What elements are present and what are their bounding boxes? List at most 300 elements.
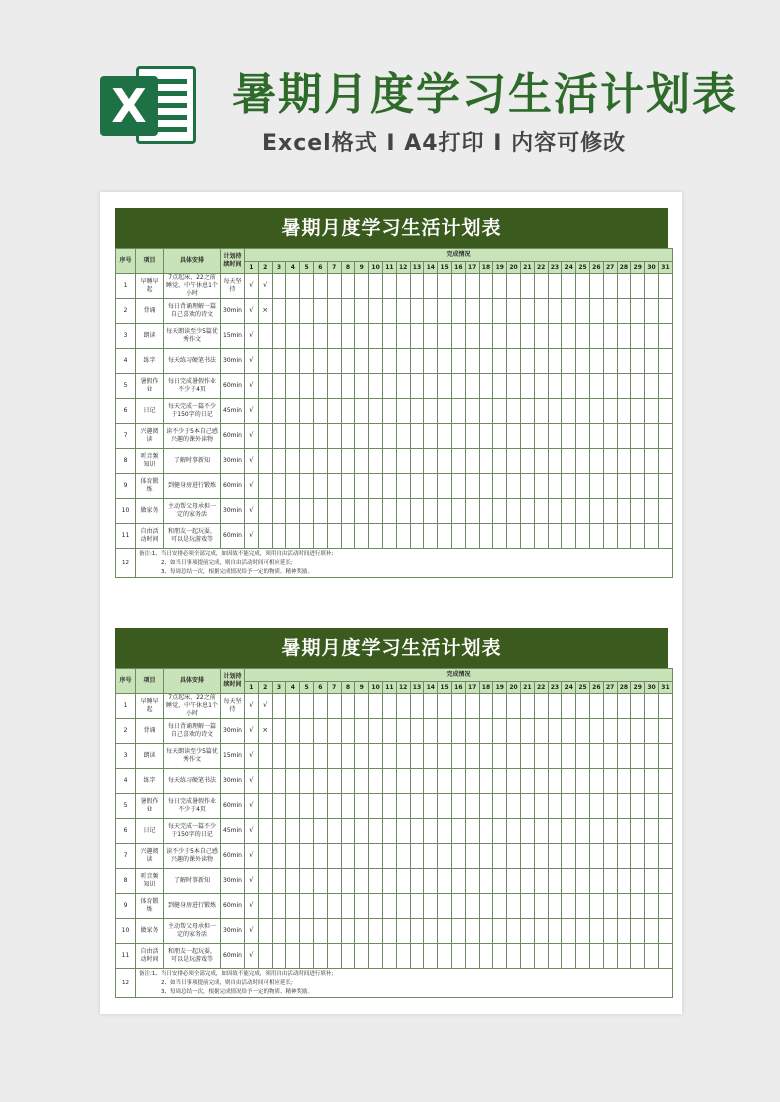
day-cell[interactable] <box>548 274 562 299</box>
day-cell[interactable] <box>658 794 672 819</box>
day-cell[interactable]: √ <box>245 474 259 499</box>
day-cell[interactable] <box>631 449 645 474</box>
day-cell[interactable] <box>327 844 341 869</box>
day-cell[interactable] <box>438 919 452 944</box>
day-cell[interactable] <box>589 349 603 374</box>
day-cell[interactable] <box>438 399 452 424</box>
day-cell[interactable] <box>658 474 672 499</box>
day-cell[interactable] <box>327 869 341 894</box>
day-cell[interactable] <box>645 819 659 844</box>
day-cell[interactable] <box>507 349 521 374</box>
day-cell[interactable] <box>258 794 272 819</box>
day-cell[interactable] <box>327 424 341 449</box>
day-cell[interactable] <box>534 474 548 499</box>
day-cell[interactable]: √ <box>245 399 259 424</box>
day-cell[interactable] <box>645 274 659 299</box>
day-cell[interactable] <box>355 944 369 969</box>
day-cell[interactable] <box>341 324 355 349</box>
day-cell[interactable]: √ <box>245 299 259 324</box>
day-cell[interactable] <box>300 449 314 474</box>
day-cell[interactable] <box>286 869 300 894</box>
day-cell[interactable] <box>313 919 327 944</box>
day-cell[interactable] <box>272 894 286 919</box>
day-cell[interactable] <box>465 719 479 744</box>
day-cell[interactable] <box>313 474 327 499</box>
day-cell[interactable] <box>465 274 479 299</box>
day-cell[interactable] <box>576 274 590 299</box>
day-cell[interactable] <box>576 299 590 324</box>
day-cell[interactable] <box>451 474 465 499</box>
day-cell[interactable] <box>658 869 672 894</box>
day-cell[interactable] <box>341 919 355 944</box>
day-cell[interactable] <box>258 349 272 374</box>
day-cell[interactable]: × <box>258 719 272 744</box>
day-cell[interactable] <box>355 324 369 349</box>
day-cell[interactable] <box>410 374 424 399</box>
day-cell[interactable] <box>258 744 272 769</box>
day-cell[interactable] <box>493 894 507 919</box>
day-cell[interactable] <box>300 499 314 524</box>
day-cell[interactable] <box>272 819 286 844</box>
day-cell[interactable] <box>438 744 452 769</box>
day-cell[interactable] <box>493 919 507 944</box>
day-cell[interactable] <box>286 374 300 399</box>
day-cell[interactable] <box>355 424 369 449</box>
day-cell[interactable] <box>438 769 452 794</box>
day-cell[interactable] <box>300 299 314 324</box>
day-cell[interactable] <box>507 769 521 794</box>
day-cell[interactable] <box>369 719 383 744</box>
day-cell[interactable] <box>534 769 548 794</box>
day-cell[interactable] <box>465 324 479 349</box>
day-cell[interactable] <box>589 744 603 769</box>
day-cell[interactable] <box>631 324 645 349</box>
day-cell[interactable] <box>576 744 590 769</box>
day-cell[interactable] <box>369 894 383 919</box>
day-cell[interactable] <box>258 374 272 399</box>
day-cell[interactable] <box>410 499 424 524</box>
day-cell[interactable] <box>410 424 424 449</box>
day-cell[interactable] <box>479 694 493 719</box>
day-cell[interactable] <box>576 399 590 424</box>
day-cell[interactable] <box>589 694 603 719</box>
day-cell[interactable] <box>493 844 507 869</box>
day-cell[interactable] <box>507 894 521 919</box>
day-cell[interactable] <box>562 349 576 374</box>
day-cell[interactable] <box>424 399 438 424</box>
day-cell[interactable] <box>562 919 576 944</box>
day-cell[interactable] <box>272 844 286 869</box>
day-cell[interactable] <box>258 844 272 869</box>
day-cell[interactable] <box>300 274 314 299</box>
day-cell[interactable] <box>355 844 369 869</box>
day-cell[interactable]: × <box>258 299 272 324</box>
day-cell[interactable] <box>465 869 479 894</box>
day-cell[interactable] <box>313 844 327 869</box>
day-cell[interactable] <box>534 819 548 844</box>
day-cell[interactable] <box>562 299 576 324</box>
day-cell[interactable] <box>355 919 369 944</box>
day-cell[interactable] <box>534 844 548 869</box>
day-cell[interactable] <box>631 944 645 969</box>
day-cell[interactable] <box>355 374 369 399</box>
day-cell[interactable] <box>645 719 659 744</box>
day-cell[interactable] <box>631 424 645 449</box>
day-cell[interactable] <box>382 944 396 969</box>
day-cell[interactable] <box>313 944 327 969</box>
day-cell[interactable] <box>341 499 355 524</box>
day-cell[interactable] <box>507 794 521 819</box>
day-cell[interactable] <box>410 819 424 844</box>
day-cell[interactable] <box>272 299 286 324</box>
day-cell[interactable] <box>313 819 327 844</box>
day-cell[interactable] <box>534 719 548 744</box>
day-cell[interactable] <box>617 719 631 744</box>
day-cell[interactable] <box>313 449 327 474</box>
day-cell[interactable] <box>355 449 369 474</box>
day-cell[interactable] <box>451 424 465 449</box>
day-cell[interactable] <box>286 719 300 744</box>
day-cell[interactable] <box>327 324 341 349</box>
day-cell[interactable] <box>534 349 548 374</box>
day-cell[interactable] <box>589 499 603 524</box>
day-cell[interactable] <box>658 694 672 719</box>
day-cell[interactable] <box>286 524 300 549</box>
day-cell[interactable] <box>438 274 452 299</box>
day-cell[interactable] <box>451 399 465 424</box>
day-cell[interactable] <box>424 474 438 499</box>
day-cell[interactable] <box>396 499 410 524</box>
day-cell[interactable] <box>534 374 548 399</box>
day-cell[interactable] <box>258 474 272 499</box>
day-cell[interactable] <box>617 299 631 324</box>
day-cell[interactable] <box>562 769 576 794</box>
day-cell[interactable] <box>534 449 548 474</box>
day-cell[interactable] <box>603 299 617 324</box>
day-cell[interactable] <box>603 744 617 769</box>
day-cell[interactable] <box>603 374 617 399</box>
day-cell[interactable] <box>520 424 534 449</box>
day-cell[interactable] <box>548 694 562 719</box>
day-cell[interactable] <box>520 399 534 424</box>
day-cell[interactable] <box>382 299 396 324</box>
day-cell[interactable] <box>451 524 465 549</box>
day-cell[interactable] <box>465 474 479 499</box>
day-cell[interactable] <box>507 499 521 524</box>
day-cell[interactable] <box>576 324 590 349</box>
day-cell[interactable] <box>451 349 465 374</box>
day-cell[interactable] <box>396 349 410 374</box>
day-cell[interactable]: √ <box>245 374 259 399</box>
day-cell[interactable]: √ <box>245 919 259 944</box>
day-cell[interactable] <box>410 474 424 499</box>
day-cell[interactable] <box>438 844 452 869</box>
day-cell[interactable] <box>507 449 521 474</box>
day-cell[interactable] <box>341 744 355 769</box>
day-cell[interactable] <box>479 399 493 424</box>
day-cell[interactable] <box>355 794 369 819</box>
day-cell[interactable] <box>658 424 672 449</box>
day-cell[interactable] <box>272 794 286 819</box>
day-cell[interactable] <box>424 719 438 744</box>
day-cell[interactable] <box>658 274 672 299</box>
day-cell[interactable] <box>272 474 286 499</box>
day-cell[interactable] <box>576 349 590 374</box>
day-cell[interactable] <box>603 944 617 969</box>
day-cell[interactable]: √ <box>245 844 259 869</box>
day-cell[interactable] <box>645 299 659 324</box>
day-cell[interactable] <box>548 299 562 324</box>
day-cell[interactable] <box>451 499 465 524</box>
day-cell[interactable] <box>313 869 327 894</box>
day-cell[interactable] <box>631 349 645 374</box>
day-cell[interactable] <box>603 499 617 524</box>
day-cell[interactable]: √ <box>245 349 259 374</box>
day-cell[interactable] <box>258 944 272 969</box>
day-cell[interactable] <box>603 694 617 719</box>
day-cell[interactable] <box>341 374 355 399</box>
day-cell[interactable]: √ <box>245 744 259 769</box>
day-cell[interactable] <box>658 449 672 474</box>
day-cell[interactable] <box>396 374 410 399</box>
day-cell[interactable] <box>382 819 396 844</box>
day-cell[interactable] <box>617 499 631 524</box>
day-cell[interactable] <box>286 794 300 819</box>
day-cell[interactable] <box>493 524 507 549</box>
day-cell[interactable] <box>603 274 617 299</box>
day-cell[interactable] <box>313 374 327 399</box>
day-cell[interactable] <box>396 299 410 324</box>
day-cell[interactable] <box>341 299 355 324</box>
day-cell[interactable] <box>286 424 300 449</box>
day-cell[interactable] <box>493 374 507 399</box>
day-cell[interactable] <box>479 894 493 919</box>
day-cell[interactable] <box>369 399 383 424</box>
day-cell[interactable] <box>451 744 465 769</box>
day-cell[interactable] <box>465 744 479 769</box>
day-cell[interactable] <box>258 499 272 524</box>
day-cell[interactable] <box>576 769 590 794</box>
day-cell[interactable] <box>396 324 410 349</box>
day-cell[interactable] <box>327 474 341 499</box>
day-cell[interactable] <box>258 449 272 474</box>
day-cell[interactable] <box>534 869 548 894</box>
day-cell[interactable] <box>438 719 452 744</box>
day-cell[interactable] <box>424 819 438 844</box>
day-cell[interactable] <box>272 274 286 299</box>
day-cell[interactable] <box>548 894 562 919</box>
day-cell[interactable] <box>451 274 465 299</box>
day-cell[interactable] <box>617 324 631 349</box>
day-cell[interactable] <box>507 869 521 894</box>
day-cell[interactable] <box>258 819 272 844</box>
day-cell[interactable] <box>548 424 562 449</box>
day-cell[interactable] <box>493 424 507 449</box>
day-cell[interactable] <box>548 324 562 349</box>
day-cell[interactable] <box>631 894 645 919</box>
day-cell[interactable] <box>355 299 369 324</box>
day-cell[interactable] <box>603 449 617 474</box>
day-cell[interactable] <box>520 474 534 499</box>
day-cell[interactable] <box>424 744 438 769</box>
day-cell[interactable] <box>286 744 300 769</box>
day-cell[interactable] <box>341 474 355 499</box>
day-cell[interactable] <box>382 399 396 424</box>
day-cell[interactable] <box>396 424 410 449</box>
day-cell[interactable] <box>327 349 341 374</box>
day-cell[interactable] <box>507 719 521 744</box>
day-cell[interactable] <box>493 744 507 769</box>
day-cell[interactable] <box>327 769 341 794</box>
day-cell[interactable] <box>451 719 465 744</box>
day-cell[interactable] <box>300 744 314 769</box>
day-cell[interactable] <box>327 274 341 299</box>
day-cell[interactable] <box>576 524 590 549</box>
day-cell[interactable] <box>382 894 396 919</box>
day-cell[interactable] <box>272 374 286 399</box>
day-cell[interactable] <box>465 299 479 324</box>
day-cell[interactable] <box>576 869 590 894</box>
day-cell[interactable] <box>507 374 521 399</box>
day-cell[interactable] <box>341 794 355 819</box>
day-cell[interactable] <box>493 944 507 969</box>
day-cell[interactable] <box>562 844 576 869</box>
day-cell[interactable] <box>438 374 452 399</box>
day-cell[interactable] <box>451 374 465 399</box>
day-cell[interactable] <box>258 919 272 944</box>
day-cell[interactable] <box>438 349 452 374</box>
day-cell[interactable]: √ <box>245 424 259 449</box>
day-cell[interactable] <box>382 499 396 524</box>
day-cell[interactable] <box>438 794 452 819</box>
day-cell[interactable] <box>355 499 369 524</box>
day-cell[interactable] <box>520 374 534 399</box>
day-cell[interactable] <box>355 274 369 299</box>
day-cell[interactable] <box>369 424 383 449</box>
day-cell[interactable] <box>465 349 479 374</box>
day-cell[interactable] <box>313 719 327 744</box>
day-cell[interactable] <box>507 474 521 499</box>
day-cell[interactable] <box>645 399 659 424</box>
day-cell[interactable] <box>617 399 631 424</box>
day-cell[interactable] <box>520 694 534 719</box>
day-cell[interactable] <box>507 424 521 449</box>
day-cell[interactable] <box>589 919 603 944</box>
day-cell[interactable] <box>631 794 645 819</box>
day-cell[interactable] <box>631 274 645 299</box>
day-cell[interactable] <box>589 449 603 474</box>
day-cell[interactable] <box>493 399 507 424</box>
day-cell[interactable] <box>438 324 452 349</box>
day-cell[interactable] <box>382 449 396 474</box>
day-cell[interactable] <box>341 844 355 869</box>
day-cell[interactable] <box>479 424 493 449</box>
day-cell[interactable] <box>424 524 438 549</box>
day-cell[interactable] <box>548 349 562 374</box>
day-cell[interactable] <box>479 819 493 844</box>
day-cell[interactable] <box>451 794 465 819</box>
day-cell[interactable] <box>576 844 590 869</box>
day-cell[interactable] <box>603 524 617 549</box>
day-cell[interactable] <box>410 449 424 474</box>
day-cell[interactable] <box>438 869 452 894</box>
day-cell[interactable] <box>645 894 659 919</box>
day-cell[interactable] <box>645 844 659 869</box>
day-cell[interactable] <box>286 944 300 969</box>
day-cell[interactable] <box>396 844 410 869</box>
day-cell[interactable] <box>658 299 672 324</box>
day-cell[interactable] <box>341 694 355 719</box>
day-cell[interactable] <box>589 719 603 744</box>
day-cell[interactable] <box>576 919 590 944</box>
day-cell[interactable] <box>658 349 672 374</box>
day-cell[interactable] <box>562 869 576 894</box>
day-cell[interactable] <box>562 894 576 919</box>
day-cell[interactable] <box>300 819 314 844</box>
day-cell[interactable] <box>520 819 534 844</box>
day-cell[interactable] <box>369 524 383 549</box>
day-cell[interactable] <box>493 819 507 844</box>
day-cell[interactable] <box>479 944 493 969</box>
day-cell[interactable] <box>603 424 617 449</box>
day-cell[interactable] <box>465 399 479 424</box>
day-cell[interactable] <box>617 769 631 794</box>
day-cell[interactable] <box>479 524 493 549</box>
day-cell[interactable] <box>631 299 645 324</box>
day-cell[interactable] <box>534 744 548 769</box>
day-cell[interactable] <box>396 819 410 844</box>
day-cell[interactable] <box>300 919 314 944</box>
day-cell[interactable] <box>451 869 465 894</box>
day-cell[interactable] <box>631 769 645 794</box>
day-cell[interactable] <box>355 769 369 794</box>
day-cell[interactable] <box>576 794 590 819</box>
day-cell[interactable] <box>382 474 396 499</box>
day-cell[interactable] <box>479 794 493 819</box>
day-cell[interactable] <box>589 274 603 299</box>
day-cell[interactable] <box>410 794 424 819</box>
day-cell[interactable] <box>313 274 327 299</box>
day-cell[interactable] <box>382 694 396 719</box>
day-cell[interactable] <box>286 694 300 719</box>
day-cell[interactable] <box>410 744 424 769</box>
day-cell[interactable] <box>645 349 659 374</box>
day-cell[interactable] <box>451 694 465 719</box>
day-cell[interactable] <box>479 324 493 349</box>
day-cell[interactable] <box>438 449 452 474</box>
day-cell[interactable] <box>286 499 300 524</box>
day-cell[interactable] <box>658 844 672 869</box>
day-cell[interactable] <box>396 944 410 969</box>
day-cell[interactable] <box>645 744 659 769</box>
day-cell[interactable] <box>465 894 479 919</box>
day-cell[interactable] <box>424 894 438 919</box>
day-cell[interactable] <box>507 744 521 769</box>
day-cell[interactable] <box>313 794 327 819</box>
day-cell[interactable] <box>548 794 562 819</box>
day-cell[interactable] <box>451 894 465 919</box>
day-cell[interactable] <box>617 524 631 549</box>
day-cell[interactable] <box>327 299 341 324</box>
day-cell[interactable] <box>479 869 493 894</box>
day-cell[interactable] <box>507 919 521 944</box>
day-cell[interactable] <box>658 819 672 844</box>
day-cell[interactable] <box>479 499 493 524</box>
day-cell[interactable] <box>658 744 672 769</box>
day-cell[interactable] <box>438 944 452 969</box>
day-cell[interactable] <box>396 769 410 794</box>
day-cell[interactable] <box>562 399 576 424</box>
